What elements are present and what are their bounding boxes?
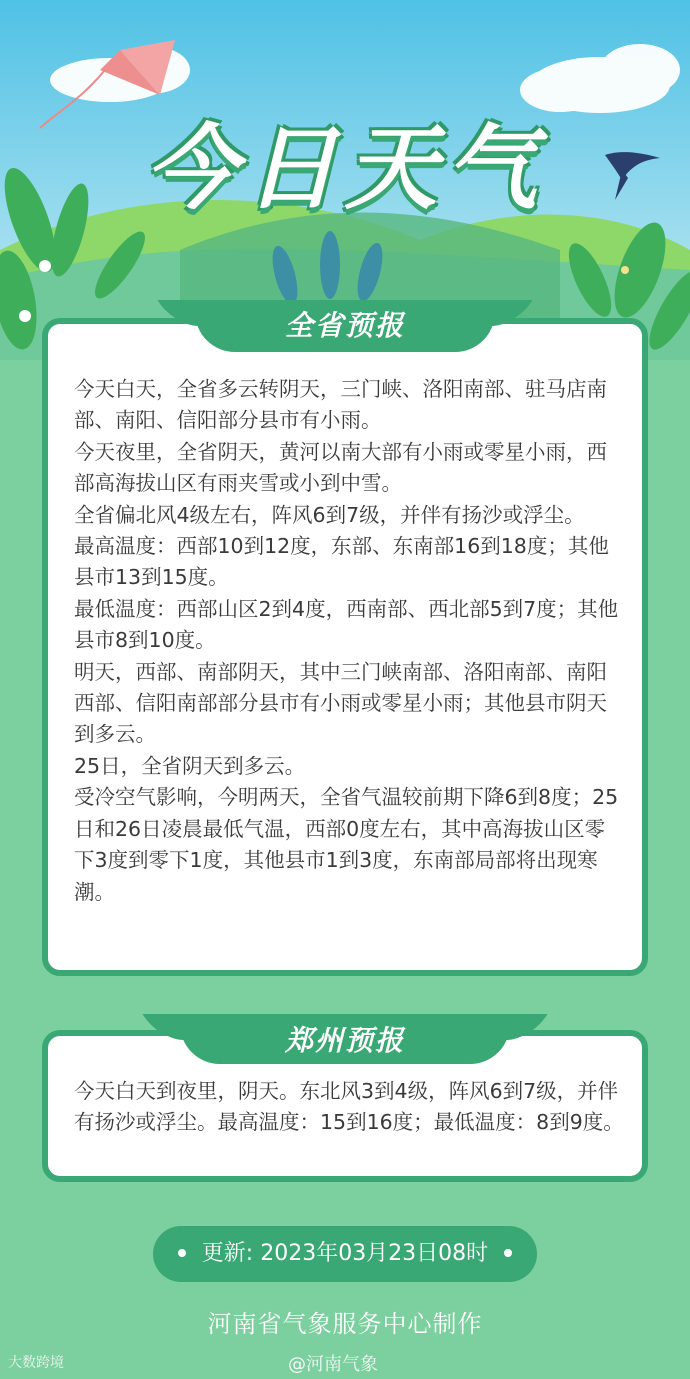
city-forecast-tab: 郑州预报 [180, 1014, 510, 1064]
forecast-paragraph: 今天白天，全省多云转阴天，三门峡、洛阳南部、驻马店南部、南阳、信阳部分县市有小雨。 [74, 377, 607, 433]
update-badge [153, 1226, 537, 1282]
forecast-paragraph: 今天白天到夜里，阴天。东北风3到4级，阵风6到7级，并伴有扬沙或浮尘。最高温度：15到16度；最低温度：8到9度。 [74, 1079, 624, 1135]
city-forecast-card [42, 1024, 648, 1182]
forecast-paragraph: 最低温度：西部山区2到4度，西南部、西北部5到7度；其他县市8到10度。 [74, 596, 619, 653]
producer-credit: 河南省气象服务中心制作 [207, 1310, 483, 1338]
city-forecast-body [74, 1076, 624, 1139]
page-title: 今日天气 [144, 115, 545, 222]
province-forecast-body [74, 374, 624, 908]
watermark-left: 大数跨境 [8, 1355, 64, 1371]
province-forecast-card [42, 309, 648, 976]
forecast-paragraph: 全省偏北风4级左右，阵风6到7级，并伴有扬沙或浮尘。 [74, 502, 585, 527]
forecast-paragraph: 25日，全省阴天到多云。 [74, 753, 306, 778]
forecast-paragraph: 最高温度：西部10到12度，东部、东南部16到18度；其他县市13到15度。 [74, 534, 609, 590]
forecast-paragraph: 受冷空气影响，今明两天，全省气温较前期下降6到8度；25日和26日凌晨最低气温，西部0度左右，其中高海拔山区零下3度到零下1度，其他县市1到3度，东南部局部将出现寒潮。 [74, 785, 619, 904]
update-label: 更新: 2023年03月23日08时 [201, 1241, 489, 1266]
watermark-right: @河南气象 [288, 1354, 378, 1375]
bullet-icon [178, 1249, 186, 1257]
forecast-paragraph: 明天，西部、南部阴天，其中三门峡南部、洛阳南部、南阳西部、信阳南部部分县市有小雨或零星小雨；其他县市阴天到多云。 [74, 659, 607, 747]
province-forecast-tab: 全省预报 [195, 300, 495, 352]
forecast-paragraph: 今天夜里，全省阴天，黄河以南大部有小雨或零星小雨，西部高海拔山区有雨夹雪或小到中雪。 [74, 439, 607, 496]
bullet-icon [504, 1249, 512, 1257]
